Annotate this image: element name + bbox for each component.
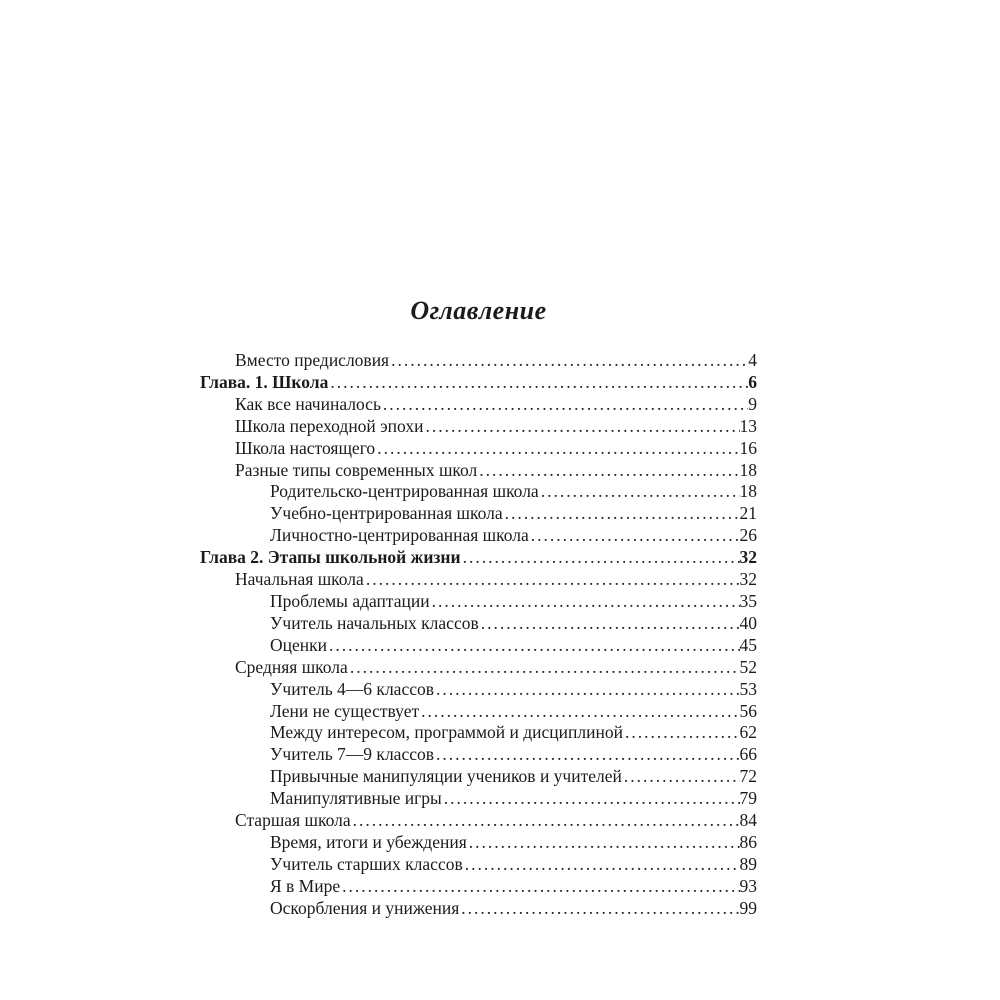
toc-entry — [200, 722, 757, 744]
toc-leader-dots — [381, 394, 748, 416]
toc-leader-dots — [463, 854, 740, 876]
toc-entry — [200, 394, 757, 416]
toc-leader-dots — [622, 766, 740, 788]
toc-entry-label: Глава 2. Этапы школьной жизни — [200, 547, 461, 568]
toc-entry-label: Проблемы адаптации — [270, 590, 430, 611]
toc-entry — [200, 701, 757, 723]
toc-leader-dots — [467, 832, 740, 854]
toc-entry-label: Вместо предисловия — [235, 350, 390, 370]
toc-entry-page: 62 — [739, 722, 757, 743]
toc-entry-label: Глава. 1. Школа — [200, 371, 329, 392]
toc-entry — [200, 679, 757, 701]
toc-entry-label: Я в Мире — [270, 875, 341, 896]
toc-entry-label: Средняя школа — [235, 656, 348, 677]
toc-entry-page: 66 — [739, 744, 757, 765]
toc-entry-label: Учитель 7—9 классов — [270, 744, 434, 765]
toc-leader-dots — [389, 350, 748, 372]
toc-entry — [200, 416, 757, 438]
toc-leader-dots — [461, 547, 740, 569]
toc-list — [200, 350, 757, 920]
toc-entry — [200, 657, 757, 679]
toc-entry — [200, 810, 757, 832]
toc-leader-dots — [419, 701, 739, 723]
toc-entry-label: Учитель старших классов — [270, 853, 463, 874]
toc-entry — [200, 744, 757, 766]
toc-entry — [200, 438, 757, 460]
toc-leader-dots — [340, 876, 739, 898]
toc-entry — [200, 898, 757, 920]
toc-entry — [200, 854, 757, 876]
toc-entry-label: Начальная школа — [235, 569, 364, 590]
toc-leader-dots — [434, 744, 740, 766]
toc-entry-page: 18 — [739, 459, 757, 480]
toc-entry — [200, 876, 757, 898]
toc-entry-label: Оценки — [270, 634, 328, 655]
toc-leader-dots — [375, 438, 739, 460]
toc-entry-page: 32 — [739, 569, 757, 590]
toc-entry-page: 84 — [739, 810, 757, 831]
toc-entry-page: 40 — [739, 612, 757, 633]
toc-entry — [200, 481, 757, 503]
toc-entry-label: Школа переходной эпохи — [235, 415, 424, 436]
page-title: Оглавление — [410, 296, 547, 325]
toc-entry-page: 32 — [739, 547, 757, 568]
toc-entry-page: 18 — [739, 481, 757, 502]
toc-entry-label: Привычные манипуляции учеников и учителей — [270, 766, 622, 787]
toc-entry-label: Как все начиналось — [235, 393, 381, 414]
toc-leader-dots — [529, 525, 740, 547]
toc-entry — [200, 547, 757, 569]
toc-entry-label: Родительско-центрированная школа — [270, 481, 539, 502]
toc-entry-page: 52 — [739, 656, 757, 677]
toc-entry-page: 53 — [739, 678, 757, 699]
toc-leader-dots — [503, 503, 740, 525]
toc-entry — [200, 460, 757, 482]
toc-entry — [200, 788, 757, 810]
toc-entry — [200, 635, 757, 657]
toc-entry-label: Время, итоги и убеждения — [270, 831, 467, 852]
toc-entry-page: 99 — [739, 897, 757, 918]
toc-entry-page: 9 — [748, 393, 757, 414]
toc-entry-label: Оскорбления и унижения — [270, 897, 460, 918]
toc-leader-dots — [348, 657, 740, 679]
toc-entry-label: Учебно-центрированная школа — [270, 503, 503, 524]
toc-leader-dots — [442, 788, 740, 810]
toc-entry-label: Старшая школа — [235, 810, 351, 831]
toc-entry-label: Разные типы современных школ — [235, 459, 478, 480]
toc-entry — [200, 372, 757, 394]
toc-entry-page: 4 — [748, 350, 757, 370]
toc-entry-page: 16 — [739, 437, 757, 458]
toc-entry-page: 45 — [739, 634, 757, 655]
toc-entry-page: 21 — [739, 503, 757, 524]
toc-entry — [200, 832, 757, 854]
toc-entry-page: 6 — [748, 371, 757, 392]
toc-leader-dots — [539, 481, 740, 503]
toc-entry-label: Манипулятивные игры — [270, 788, 442, 809]
toc-entry-label: Личностно-центрированная школа — [270, 525, 529, 546]
toc-entry-page: 72 — [739, 766, 757, 787]
toc-entry-label: Лени не существует — [270, 700, 420, 721]
toc-leader-dots — [434, 679, 740, 701]
toc-entry — [200, 766, 757, 788]
toc-entry-page: 86 — [739, 831, 757, 852]
toc-leader-dots — [459, 898, 739, 920]
toc-entry-label: Учитель начальных классов — [270, 612, 479, 633]
toc-entry-page: 93 — [739, 875, 757, 896]
toc-entry — [200, 525, 757, 547]
toc-entry — [200, 591, 757, 613]
toc-entry — [200, 569, 757, 591]
toc-leader-dots — [328, 372, 748, 394]
toc-entry-page: 89 — [739, 853, 757, 874]
toc-entry-label: Учитель 4—6 классов — [270, 678, 434, 699]
toc-entry-page: 13 — [739, 415, 757, 436]
toc-entry-label: Между интересом, программой и дисциплиной — [270, 722, 623, 743]
toc-leader-dots — [477, 460, 739, 482]
toc-entry — [200, 503, 757, 525]
toc-entry-page: 26 — [739, 525, 757, 546]
toc-leader-dots — [423, 416, 739, 438]
book-page — [200, 0, 757, 920]
toc-leader-dots — [351, 810, 740, 832]
toc-entry — [200, 613, 757, 635]
toc-entry-page: 56 — [739, 700, 757, 721]
toc-entry-page: 35 — [739, 590, 757, 611]
toc-entry-page: 79 — [739, 788, 757, 809]
toc-leader-dots — [364, 569, 740, 591]
toc-leader-dots — [479, 613, 740, 635]
toc-leader-dots — [327, 635, 739, 657]
toc-entry-label: Школа настоящего — [235, 437, 376, 458]
toc-leader-dots — [430, 591, 740, 613]
toc-entry — [200, 350, 757, 372]
toc-leader-dots — [623, 722, 740, 744]
